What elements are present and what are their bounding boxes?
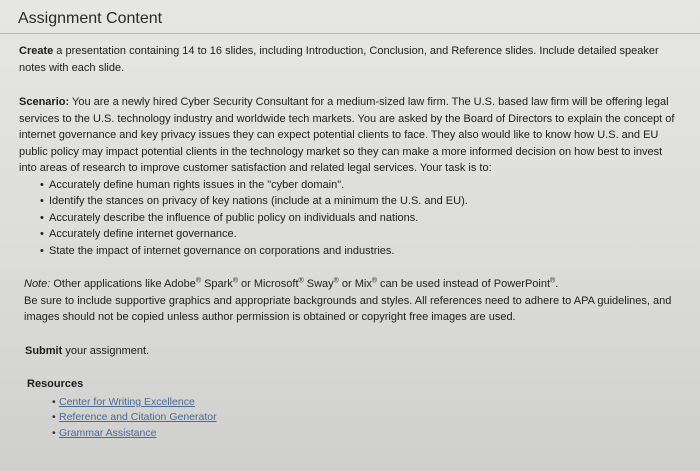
scenario-text: You are a newly hired Cyber Security Consultant for a medium-sized law firm. The U.S. based law firm will be offering legal services to the U.S. technology industry and worldwide tech markets. You are asked by the Board of Directors to explain the concept of internet governance and key privacy issues they can expect potential clients to face. They also would like to know how U.S. and EU public policy may impact potential clients in the technology market so they can make a more informed decision on how best to invest into areas of research to improve customer satisfaction and related legal services. Your task is to: [19, 96, 675, 174]
task-item: • State the impact of internet governance on corporations and industries. [49, 243, 679, 260]
note-text: Other applications like Adobe [50, 278, 196, 290]
scenario-paragraph [19, 94, 679, 177]
submit-lead: Submit [25, 344, 63, 357]
registered-mark: ® [232, 277, 238, 285]
note-paragraph [24, 276, 679, 326]
note-text: or Microsoft [237, 278, 299, 290]
note-text: or Mix [338, 278, 372, 290]
resources-section [27, 376, 679, 441]
registered-mark: ® [195, 277, 202, 285]
intro-lead: Create [19, 45, 54, 57]
note-text: Sway [303, 278, 334, 290]
task-item: • Accurately define internet governance. [49, 226, 679, 243]
task-item: • Accurately define human rights issues in the "cyber domain". [49, 177, 679, 194]
note-text: . [555, 278, 559, 290]
task-list [19, 177, 679, 260]
note-text: can be used instead of PowerPoint [376, 278, 551, 290]
resource-links [27, 395, 679, 442]
resource-item [59, 395, 679, 411]
scenario-lead: Scenario: [19, 96, 70, 108]
task-item: • Identify the stances on privacy of key nations (include at a minimum the U.S. and EU). [49, 193, 679, 210]
registered-mark: ® [371, 277, 377, 285]
note-text: Spark [201, 278, 233, 290]
registered-mark: ® [550, 277, 556, 285]
submit-text: your assignment. [62, 344, 150, 357]
page-title: Assignment Content [18, 10, 163, 27]
resource-item [59, 410, 679, 426]
assignment-body [19, 43, 679, 441]
intro-text: a presentation containing 14 to 16 slides, including Introduction, Conclusion, and Reference slides. Include detailed speaker notes with each slide. [19, 45, 659, 74]
title-divider [0, 33, 700, 34]
registered-mark: ® [298, 277, 304, 285]
link-center-for-writing-excellence[interactable]: Center for Writing Excellence [59, 395, 195, 408]
resource-item [59, 426, 679, 442]
task-item: • Accurately describe the influence of public policy on individuals and nations. [49, 210, 679, 227]
resources-heading: Resources [27, 378, 84, 390]
registered-mark: ® [333, 277, 339, 285]
link-grammar-assistance[interactable]: Grammar Assistance [59, 426, 157, 439]
note-guidelines: Be sure to include supportive graphics and appropriate backgrounds and styles. All references need to adhere to APA guidelines, and images should not be copied unless author permission is obtained or copyright free images are used. [24, 294, 672, 323]
intro-paragraph [19, 43, 679, 76]
submit-paragraph [25, 343, 679, 360]
note-lead: Note: [24, 278, 51, 290]
link-reference-citation-generator[interactable]: Reference and Citation Generator [59, 411, 217, 423]
